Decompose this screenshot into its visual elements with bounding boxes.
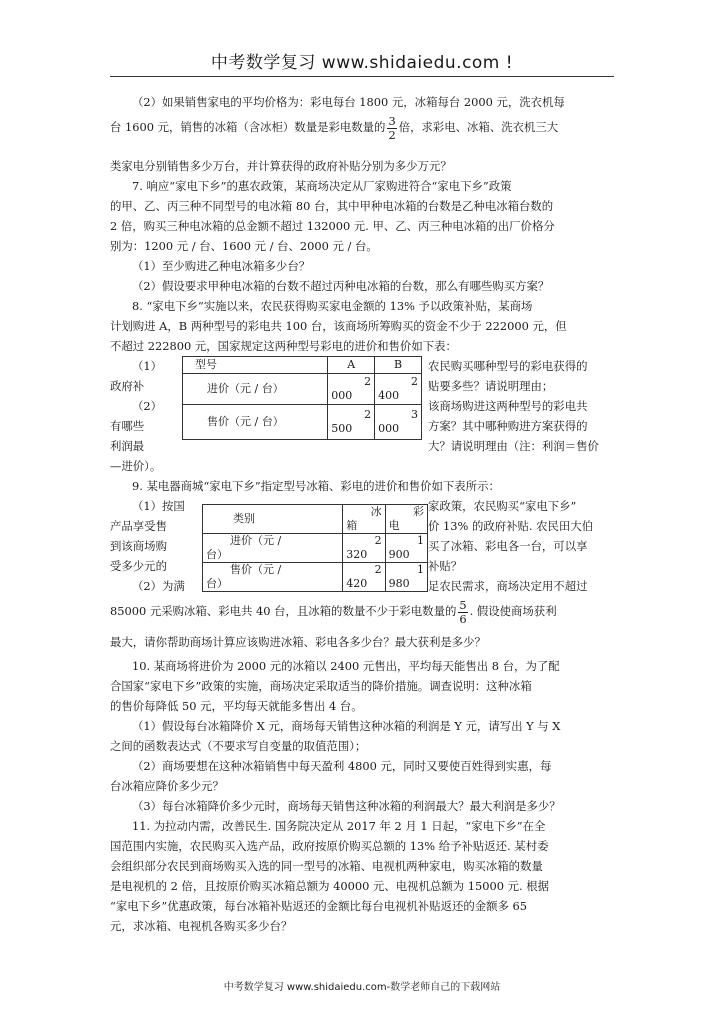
q8-line1: 8. “家电下乡”实施以来，农民获得购买家电金额的 13% 予以政策补贴，某商场 xyxy=(132,299,533,313)
cell-top: 2 xyxy=(374,563,382,576)
cell-top: 1 xyxy=(417,563,424,576)
q9-line-a-text: 85000 元采购冰箱、彩电共 40 台，且冰箱的数量不少于彩电数量的 xyxy=(110,604,457,618)
fraction-numerator: 5 xyxy=(459,597,467,612)
cell-bottom: 980 xyxy=(388,577,410,590)
q8-right-line: 大？请说明理由（注：利润＝售价 xyxy=(428,439,599,453)
q8-left-line: 有哪些 xyxy=(110,419,145,433)
table-cell xyxy=(375,374,422,405)
q11-line4: 是电视机的 2 倍，且按原价购买冰箱总额为 40000 元、电视机总额为 15000 元. 根据 xyxy=(110,879,550,893)
q8-left-line: 政府补 xyxy=(110,379,145,393)
table-cell xyxy=(385,534,427,563)
cell-top: 2 xyxy=(364,375,372,388)
cell-bottom: 000 xyxy=(331,389,353,402)
cell-top: 1 xyxy=(417,534,424,547)
prev-question-line2-b: 倍，求彩电、冰箱、洗衣机三大 xyxy=(398,120,559,134)
q8-price-table xyxy=(182,356,422,440)
q11-line3: 会组织部分农民到商场购买入选的同一型号的冰箱、电视机两种家电，购买冰箱的数量 xyxy=(110,859,543,873)
cell-bottom: 000 xyxy=(378,422,400,435)
q9-line-a xyxy=(110,596,626,626)
q8-right-line: 贴要多些？请说明理由； xyxy=(428,379,554,393)
q9-right-line: 足农民需求，商场决定用不超过 xyxy=(428,579,588,593)
cell-top: 2 xyxy=(411,375,418,388)
q10-sub3: （3）每台冰箱降价多少元时，商场每天销售这种冰箱的利润最大？最大利润是多少？ xyxy=(132,799,561,813)
q9-table-block xyxy=(110,496,626,596)
table-label-cost: 进价（元 / 台） xyxy=(183,374,328,405)
header-rule xyxy=(110,76,614,77)
cell-bottom: 台） xyxy=(206,548,228,561)
cell-top: 2 xyxy=(374,534,382,547)
cell-top: 售价（元 / xyxy=(230,563,282,576)
q8-right-line: 农民购买哪种型号的彩电获得的 xyxy=(428,359,588,373)
cell-bottom: 420 xyxy=(346,577,368,590)
table-cell xyxy=(375,405,422,440)
table-label-price: 售价（元 / 台） xyxy=(183,405,328,440)
prev-question-line1: （2）如果销售家电的平均价格为：彩电每台 1800 元，冰箱每台 2000 元，洗衣机每 xyxy=(132,95,565,109)
q9-right-line: 价 13% 的政府补贴. 农民田大伯 xyxy=(428,519,594,533)
q10-sub1a: （1）假设每台冰箱降价 X 元，商场每天销售这种冰箱的利润是 Y 元，请写出 Y 与 X xyxy=(132,719,561,733)
q11-line5: “家电下乡”优惠政策，每台冰箱补贴返还的金额比每台电视机补贴返还的金额多 65 xyxy=(110,899,528,913)
table-cell xyxy=(343,563,385,592)
q10-line2: 合国家“家电下乡”政策的实施，商场决定采取适当的降价措施。调查说明：这种冰箱 xyxy=(110,679,532,693)
table-header-tv xyxy=(385,505,427,534)
q8-left-line: 利润最 xyxy=(110,439,145,453)
table-row xyxy=(203,505,428,534)
q9-line1: 9. 某电器商城“家电下乡”指定型号冰箱、彩电的进价和售价如下表所示： xyxy=(132,479,500,493)
q9-right-column xyxy=(428,496,628,596)
cell-bottom: 箱 xyxy=(346,519,358,532)
q9-left-line: 到该商场购 xyxy=(110,539,167,553)
q10-sub1b: 之间的函数表达式（不要求写自变量的取值范围）； xyxy=(110,739,367,753)
q8-line3: 不超过 222800 元，国家规定这两种型号彩电的进价和售价如下表： xyxy=(110,339,457,353)
q9-left-line: （2）为满 xyxy=(132,579,185,593)
q9-right-line: 补贴？ xyxy=(428,559,463,573)
q7-line1: 7. 响应“家电下乡”的惠农政策，某商场决定从厂家购进符合“家电下乡”政策 xyxy=(132,179,512,193)
cell-bottom: 320 xyxy=(346,548,368,561)
page-content xyxy=(110,92,626,936)
table-row xyxy=(203,563,428,592)
q8-left-line: （2） xyxy=(132,399,163,413)
table-row xyxy=(183,357,422,374)
q9-price-table xyxy=(202,504,428,592)
cell-bottom: 900 xyxy=(388,548,410,561)
cell-top: 彩 xyxy=(413,505,424,518)
table-header-type: 类别 xyxy=(203,505,343,534)
q8-left-column xyxy=(110,356,180,456)
fraction-numerator: 3 xyxy=(388,113,396,128)
table-cell xyxy=(385,563,427,592)
cell-top: 3 xyxy=(411,408,418,421)
fraction-denominator: 2 xyxy=(388,127,396,142)
cell-top: 2 xyxy=(364,408,372,421)
q7-line3: 2 倍，购买三种电冰箱的总金额不超过 132000 元. 甲、乙、丙三种电冰箱的出厂价格分 xyxy=(110,219,555,233)
q9-line2: 最大，请你帮助商场计算应该购进冰箱、彩电各多少台？最大获利是多少？ xyxy=(110,635,486,649)
q8-table-block xyxy=(110,356,626,456)
spacer xyxy=(110,142,626,156)
fraction-denominator: 6 xyxy=(459,611,467,626)
q9-right-line: 买了冰箱、彩电各一台，可以享 xyxy=(428,539,588,553)
q9-right-line: 家政策，农民购买“家电下乡” xyxy=(428,499,577,513)
cell-bottom: 电 xyxy=(388,519,400,532)
table-row xyxy=(203,534,428,563)
q9-left-line: （1）按国 xyxy=(132,499,185,513)
page-footer: 中考数学复习 www.shidaiedu.com-数学老师自己的下载网站 xyxy=(223,982,501,993)
fraction-five-sixths xyxy=(458,599,467,626)
q10-line1: 10. 某商场将进价为 2000 元的冰箱以 2400 元售出，平均每天能售出 8 台，为了配 xyxy=(132,659,560,673)
q7-line2: 的甲、乙、丙三种不同型号的电冰箱 80 台，其中甲种电冰箱的台数是乙种电冰箱台数的 xyxy=(110,199,554,213)
table-row xyxy=(183,405,422,440)
cell-bottom: 400 xyxy=(378,389,400,402)
q8-right-line: 方案？其中哪种购进方案获得的 xyxy=(428,419,588,433)
table-header-model: 型号 xyxy=(183,357,328,374)
table-row xyxy=(183,374,422,405)
q9-left-line: 产品享受售 xyxy=(110,519,167,533)
q8-right-column xyxy=(428,356,628,456)
table-label-cost xyxy=(203,534,343,563)
prev-question-line2-a: 台 1600 元，销售的冰箱（含冰柜）数量是彩电数量的 xyxy=(110,120,386,134)
q7-line4: 别为：1200 元 / 台、1600 元 / 台、2000 元 / 台。 xyxy=(110,239,378,253)
q10-sub2a: （2）商场要想在这种冰箱销售中每天盈利 4800 元，同时又要使百姓得到实惠，每 xyxy=(132,759,552,773)
cell-top: 进价（元 / xyxy=(230,534,282,547)
prev-question-line2 xyxy=(110,112,626,142)
q9-left-line: 受多少元的 xyxy=(110,559,167,573)
table-label-price xyxy=(203,563,343,592)
q10-line3: 的售价每降低 50 元，平均每天就能多售出 4 台。 xyxy=(110,699,363,713)
q8-line2: 计划购进 A，B 两种型号的彩电共 100 台，该商场所筹购买的资金不少于 222000 元，但 xyxy=(110,319,567,333)
cell-bottom: 台） xyxy=(206,577,228,590)
table-header-b: B xyxy=(375,357,422,374)
q8-right-line: 该商场购进这两种型号的彩电共 xyxy=(428,399,588,413)
q8-tail: —进价）。 xyxy=(110,459,162,473)
table-header-fridge xyxy=(343,505,385,534)
table-header-a: A xyxy=(328,357,375,374)
q7-sub1: （1）至少购进乙种电冰箱多少台？ xyxy=(132,259,311,273)
table-cell xyxy=(328,405,375,440)
page-header: 中考数学复习 www.shidaiedu.com ! xyxy=(210,53,514,73)
q11-line1: 11. 为拉动内需，改善民生. 国务院决定从 2017 年 2 月 1 日起，“家电下乡”在全 xyxy=(132,819,546,833)
prev-question-line3: 类家电分别销售多少万台，并计算获得的政府补贴分别为多少万元？ xyxy=(110,159,452,173)
table-cell xyxy=(328,374,375,405)
table-cell xyxy=(343,534,385,563)
fraction-three-halves xyxy=(387,115,396,142)
q9-line-b-text: . 假设使商场获利 xyxy=(469,604,557,618)
q8-left-line: （1） xyxy=(132,359,163,373)
cell-bottom: 500 xyxy=(331,422,353,435)
q10-sub2b: 台冰箱应降价多少元？ xyxy=(110,779,224,793)
cell-top: 冰 xyxy=(370,505,382,518)
q7-sub2: （2）假设要求甲种电冰箱的台数不超过丙种电冰箱的台数，那么有哪些购买方案？ xyxy=(132,279,550,293)
q9-left-column xyxy=(110,496,202,596)
q11-line2: 国范围内实施，农民购买入选产品，政府按原价购买总额的 13% 给予补贴返还. 某村委 xyxy=(110,839,549,853)
q11-line6: 元，求冰箱、电视机各购买多少台？ xyxy=(110,919,293,933)
